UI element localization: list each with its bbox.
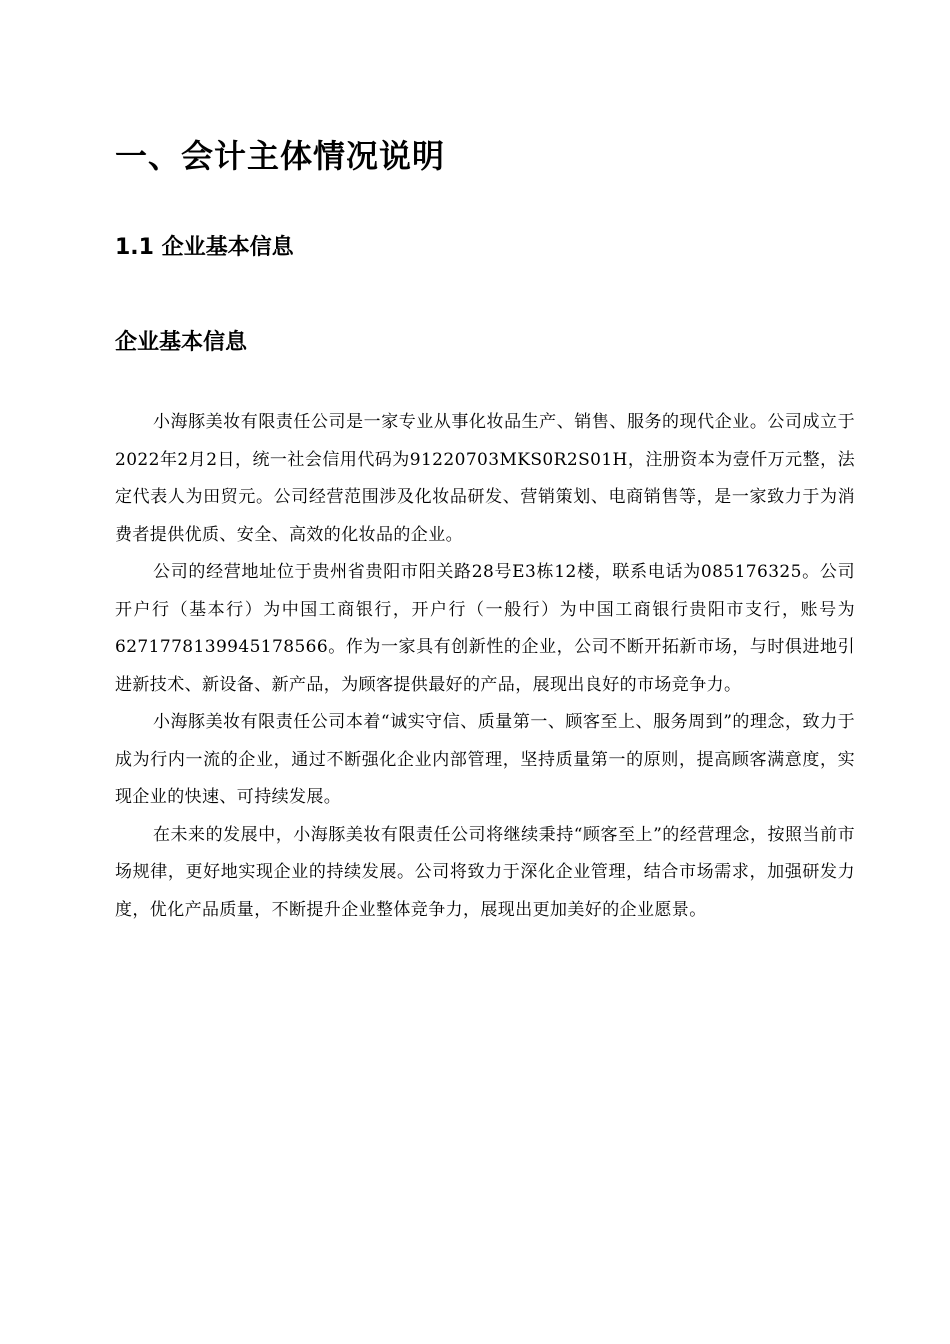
paragraph-future: 在未来的发展中，小海豚美妆有限责任公司将继续秉持“顾客至上”的经营理念，按照当前市场规律，更好地实现企业的持续发展。公司将致力于深化企业管理，结合市场需求，加强研发力度，优化产品质量，不断提升企业整体竞争力，展现出更加美好的企业愿景。 (115, 824, 855, 920)
section-title: 一、会计主体情况说明 (115, 137, 446, 175)
paragraph-company-overview: 小海豚美妆有限责任公司是一家专业从事化妆品生产、销售、服务的现代企业。公司成立于2022年2月2日，统一社会信用代码为91220703MKS0R2S01H，注册资本为壹仟万元整，法定代表人为田贸元。公司经营范围涉及化妆品研发、营销策划、电商销售等，是一家致力于为消费者提供优质、安全、高效的化妆品的企业。 (115, 412, 855, 545)
subheading: 企业基本信息 (115, 330, 248, 355)
subsection-title: 1.1 企业基本信息 (115, 235, 294, 260)
paragraph-address-bank: 公司的经营地址位于贵州省贵阳市阳关路28号E3栋12楼，联系电话为085176325。公司开户行（基本行）为中国工商银行，开户行（一般行）为中国工商银行贵阳市支行，账号为6271778139945178566。作为一家具有创新性的企业，公司不断开拓新市场，与时俱进地引进新技术、新设备、新产品，为顾客提供最好的产品，展现出良好的市场竞争力。 (115, 562, 855, 695)
body-text (115, 404, 855, 929)
paragraph-philosophy: 小海豚美妆有限责任公司本着“诚实守信、质量第一、顾客至上、服务周到”的理念，致力于成为行内一流的企业，通过不断强化企业内部管理，坚持质量第一的原则，提高顾客满意度，实现企业的快速、可持续发展。 (115, 712, 855, 807)
